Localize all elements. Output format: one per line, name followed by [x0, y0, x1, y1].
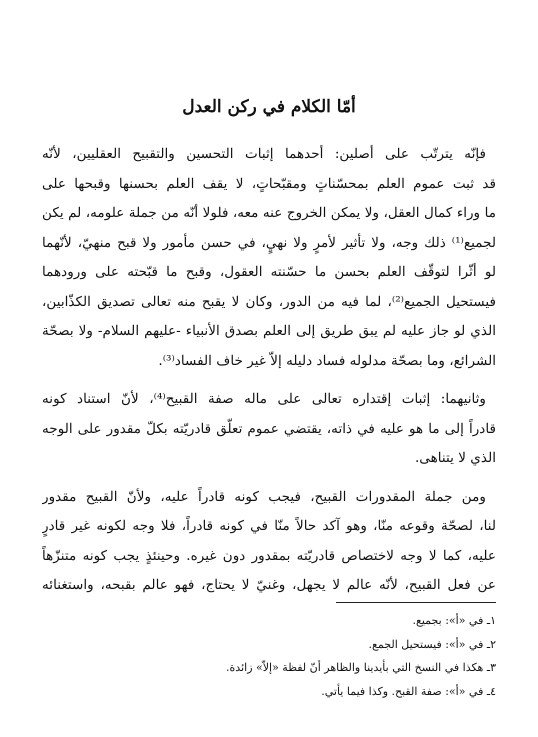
section-title: أمّا الكلام في ركن العدل: [182, 97, 356, 117]
text-line: لجميع⁽¹⁾ ذلك وجه، ولا تأثير لأمرٍ ولا نهيٍ، في حسن مأمور ولا قبح منهيّ، لأنّهما: [42, 234, 496, 251]
footnotes: [42, 609, 496, 703]
footnote: ٢ـ في «أ»: فيستحيل الجمع.: [368, 637, 496, 651]
text-line: ما وراء كمال العقل، ولا يمكن الخروج عنه معه، فلولا أنّه من جملة علومه، لم يكن: [42, 205, 496, 221]
text-line: الذي لا يتناهى.: [414, 450, 496, 466]
body-text: [42, 140, 496, 601]
text-line: الذي لو جاز عليه لم يبق طريق إلى العلم بصدق الأنبياء -عليهم السلام- ولا بصحّة: [42, 323, 496, 339]
footnote: ١ـ في «أ»: بجميع.: [412, 614, 496, 627]
text-line: عن فعل القبيح، لأنّه عالم لا يجهل، وغنيّ لا يحتاج، فهو عالم بقبحه، واستغنائه: [42, 577, 496, 593]
text-line: فيستحيل الجميع⁽²⁾، لما فيه من الدور، وكان لا يقبح منه تعالى تصديق الكذّابين،: [42, 293, 496, 310]
text-line: قد ثبت عموم العلم بمحسّناتٍ ومقبّحاتٍ، لا يقف العلم بحسنها وقبحها على: [42, 175, 496, 192]
footnote: ٤ـ في «أ»: صفة القبح. وكذا فيما يأتي.: [321, 684, 496, 698]
text-line: لنا، لصحّة وقوعه منّا، وهو آكد حالاً منّا في كونه قادراً، فلا وجه لكونه غير قادرٍ: [42, 518, 496, 534]
text-line: ومن جملة المقدورات القبيح، فيجب كونه قادراً عليه، ولأنّ القبيح مقدور: [42, 488, 486, 505]
text-line: قادراً إلى ما هو عليه في ذاته، يقتضي عموم تعلّق قادريّته بكلّ مقدور على الوجه: [42, 420, 496, 437]
paragraph-1: [42, 140, 496, 376]
text-line: وثانيهما: إثبات إقتداره تعالى على ماله صفة القبيح⁽⁴⁾، لأنّ استناد كونه: [42, 391, 486, 407]
text-line: لو أثّرا لتوقّف العلم بحسن ما حسّنته العقول، وقبح ما قبّحته على ورودهما: [42, 264, 496, 280]
footnote: ٣ـ هكذا في النسخ التي بأيدينا والظاهر أنّ لفظة «إلاّ» زائدة.: [226, 661, 496, 674]
paragraph-2: [42, 385, 496, 474]
text-line: الشرائع، وما بصحّة مدلوله فساد دليله إلاّ غير خاف الفساد⁽³⁾.: [158, 352, 496, 369]
footnote-separator: [336, 602, 496, 603]
paragraph-3: [42, 483, 496, 601]
text-line: عليه، كما لا وجه لاختصاص قادريّته بمقدور دون غيره. وحينئذٍ يجب كونه متنزّهاً: [42, 547, 496, 564]
text-line: فإنّه يترتّب على أصلين: أحدهما إثبات التحسين والتقبيح العقليين، لأنّه: [42, 146, 486, 162]
